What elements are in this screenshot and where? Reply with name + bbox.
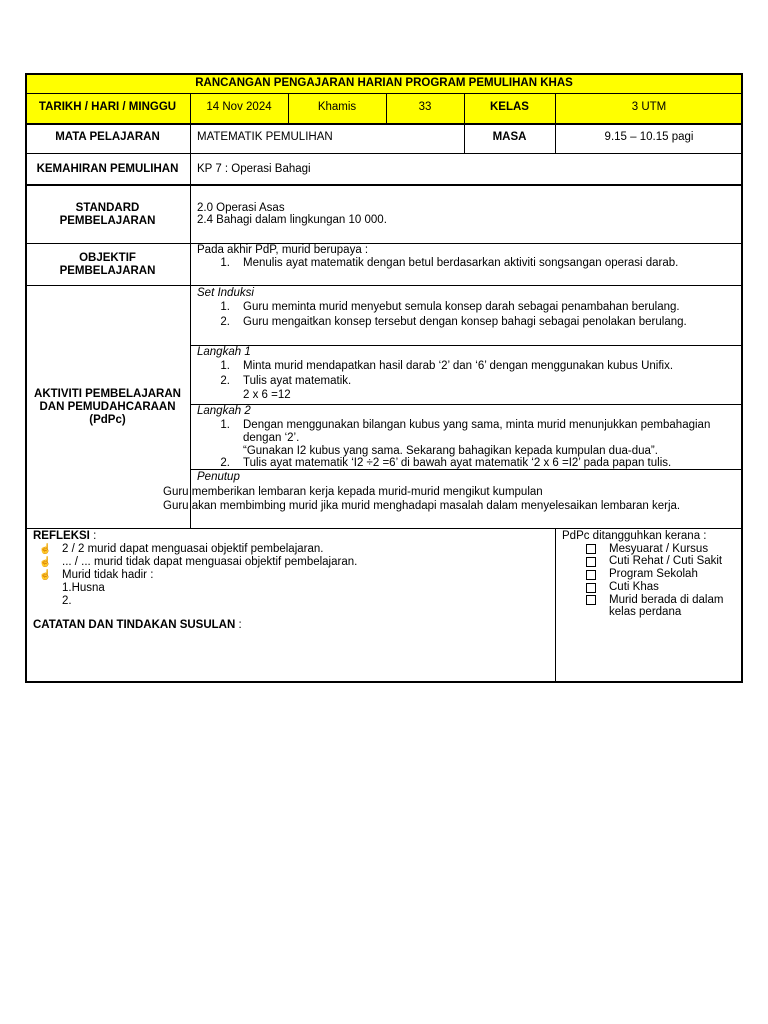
- set-induksi-item-1: Guru meminta murid menyebut semula konsep darah sebagai penambahan berulang.: [243, 301, 680, 313]
- objective-intro: Pada akhir PdP, murid berupaya :: [197, 244, 369, 256]
- objective-label: OBJEKTIF PEMBELAJARAN: [59, 252, 156, 277]
- checkbox-main-class[interactable]: [586, 595, 596, 605]
- reflection-heading: REFLEKSI :: [33, 530, 97, 542]
- reflection-item-2: ... / ... murid tidak dapat menguasai objektif pembelajaran.: [62, 556, 358, 568]
- penutup-heading: Penutup: [197, 471, 240, 483]
- date-value: 14 Nov 2024: [206, 101, 272, 113]
- reflection-item-1: 2 / 2 murid dapat menguasai objektif pembelajaran.: [62, 543, 324, 555]
- langkah-1-item-1: Minta murid mendapatkan hasil darab ‘2’ dan ‘6’ dengan menggunakan kubus Unifix.: [243, 360, 674, 372]
- langkah-1-item-2: Tulis ayat matematik.: [243, 375, 352, 387]
- postponed-option-2: Cuti Rehat / Cuti Sakit: [609, 555, 723, 567]
- checkbox-school-program[interactable]: [586, 570, 596, 580]
- activity-label: AKTIVITI PEMBELAJARAN DAN PEMUDAHCARAAN (PdPc): [34, 388, 181, 426]
- time-value: 9.15 – 10.15 pagi: [604, 131, 694, 143]
- date-row-label: TARIKH / HARI / MINGGU: [38, 101, 177, 113]
- langkah-2-item-1-line-2: dengan ‘2’.: [243, 432, 300, 444]
- objective-item: Menulis ayat matematik dengan betul berdasarkan aktiviti songsangan operasi darab.: [243, 257, 679, 269]
- standard-line-2: 2.4 Bahagi dalam lingkungan 10 000.: [197, 214, 387, 226]
- hand-pointer-icon: ☝: [39, 544, 52, 555]
- day-value: Khamis: [317, 101, 357, 113]
- reflection-item-3: Murid tidak hadir :: [62, 569, 154, 581]
- langkah-2-item-2: Tulis ayat matematik ‘I2 ÷2 =6’ di bawah ayat matematik ‘2 x 6 =I2’ pada papan tulis.: [243, 457, 672, 469]
- page-title: RANCANGAN PENGAJARAN HARIAN PROGRAM PEMULIHAN KHAS: [195, 77, 573, 89]
- notes-heading: CATATAN DAN TINDAKAN SUSULAN :: [33, 619, 242, 631]
- checkbox-leave[interactable]: [586, 557, 596, 567]
- postponed-option-5: Murid berada di dalam: [609, 594, 724, 606]
- week-value: 33: [418, 101, 432, 113]
- checkbox-special-leave[interactable]: [586, 583, 596, 593]
- absent-student-2: 2.: [62, 595, 72, 607]
- set-induksi-item-2: Guru mengaitkan konsep tersebut dengan konsep bahagi sebagai penolakan berulang.: [243, 316, 687, 328]
- postponed-option-5-line-2: kelas perdana: [609, 606, 682, 618]
- langkah-2-heading: Langkah 2: [197, 405, 251, 417]
- postponed-option-3: Program Sekolah: [609, 568, 698, 580]
- langkah-1-heading: Langkah 1: [197, 346, 251, 358]
- set-induksi-heading: Set Induksi: [197, 287, 254, 299]
- standard-line-1: 2.0 Operasi Asas: [197, 202, 285, 214]
- lesson-plan-table: RANCANGAN PENGAJARAN HARIAN PROGRAM PEMULIHAN KHAS TARIKH / HARI / MINGGU 14 Nov 2024 Khamis 33 KELAS 3 UTM MATA PELAJARAN MATEMATIK PEMULIHAN MASA 9.15 – 10.15 pagi KEMAHIRAN PEMULIHAN KP 7 : Operasi Bahagi STANDARD PEMBELAJARAN 2.0 Operasi Asas 2.4 Bahagi dalam lingkungan 10 000. OBJEKTIF PEMBELAJARAN Pada akhir PdP, murid berupaya : 1. Menulis ayat matematik dengan betul berdasarkan aktiviti songsangan operasi darab. AKTIVITI PEMBELAJARAN DAN PEMUDAHCARAAN (PdPc) Set Induksi 1. Guru meminta murid menyebut semula konsep darah sebagai penambahan berulang. 2. Guru mengaitkan konsep tersebut dengan konsep bahagi sebagai penolakan berulang. Langkah 1 1. Minta murid mendapatkan hasil darab ‘2’ dan ‘6’ dengan menggunakan kubus Unifix. 2. Tulis ayat matematik. 2 x 6 =12 Langkah 2 1. Dengan menggunakan bilangan kubus yang sama, minta murid menunjukkan pembahagian dengan ‘2’. “Gunakan I2 kubus yang sama. Sekarang bahagikan kepada kumpulan dua-dua”. 2. Tulis ayat matematik ‘I2 ÷2 =6’ di bawah ayat matematik ‘2 x 6 =I2’ pada papan tulis. Penutup Guru memberikan lembaran kerja kepada murid-murid mengikut kumpulan Guru akan membimbing murid jika murid menghadapi masalah dalam menyelesaikan lembaran kerja. REFLEKSI : ☝ 2 / 2 murid dapat menguasai objektif pembelajaran. ☝ ... / ... murid tidak dapat menguasai objektif pembelajaran. ☝ Murid tidak hadir : 1.Husna 2. CATATAN DAN TINDAKAN SUSULAN : PdPc ditangguhkan kerana : Mesyuarat / Kursus Cuti Rehat / Cuti Sakit Program Sekolah Cuti Khas Murid berada di dalam kelas perdana: [25, 73, 743, 683]
- class-label: KELAS: [490, 101, 529, 113]
- standard-label: STANDARD PEMBELAJARAN: [59, 202, 156, 227]
- time-label: MASA: [492, 131, 527, 143]
- skill-label: KEMAHIRAN PEMULIHAN: [36, 163, 179, 175]
- class-value: 3 UTM: [631, 101, 667, 113]
- hand-pointer-icon: ☝: [39, 557, 52, 568]
- langkah-2-item-1-line-3: “Gunakan I2 kubus yang sama. Sekarang bahagikan kepada kumpulan dua-dua”.: [243, 445, 658, 457]
- absent-student-1: 1.Husna: [62, 582, 105, 594]
- langkah-1-equation: 2 x 6 =12: [243, 389, 291, 401]
- langkah-2-item-1-line-1: Dengan menggunakan bilangan kubus yang sama, minta murid menunjukkan pembahagian: [243, 419, 711, 431]
- postponed-option-1: Mesyuarat / Kursus: [609, 543, 709, 555]
- penutup-line-2: Guru akan membimbing murid jika murid menghadapi masalah dalam menyelesaikan lembaran kerja.: [163, 500, 681, 512]
- checkbox-meeting[interactable]: [586, 544, 596, 554]
- postponed-option-4: Cuti Khas: [609, 581, 659, 593]
- subject-value: MATEMATIK PEMULIHAN: [197, 131, 333, 143]
- subject-label: MATA PELAJARAN: [55, 131, 160, 143]
- skill-value: KP 7 : Operasi Bahagi: [197, 163, 311, 175]
- penutup-line-1: Guru memberikan lembaran kerja kepada murid-murid mengikut kumpulan: [163, 486, 543, 498]
- hand-pointer-icon: ☝: [39, 570, 52, 581]
- postponed-heading: PdPc ditangguhkan kerana :: [562, 530, 707, 542]
